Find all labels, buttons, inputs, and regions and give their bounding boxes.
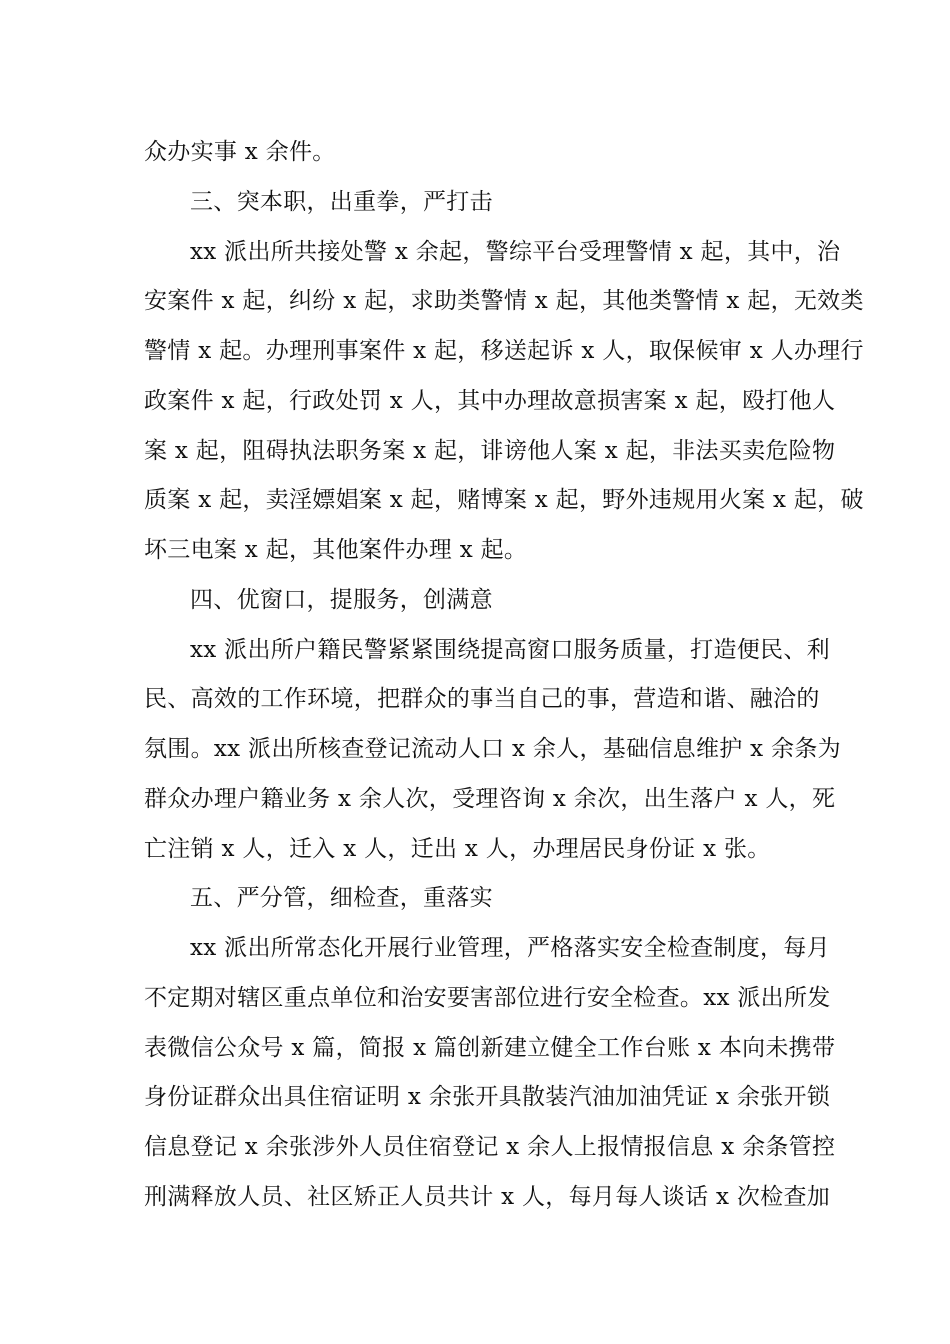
text-line: 亡注销 x 人，迁入 x 人，迁出 x 人，办理居民身份证 x 张。 (144, 835, 771, 862)
section-heading-4: 四、优窗口，提服务，创满意 (190, 586, 493, 613)
text-line: 信息登记 x 余张涉外人员住宿登记 x 余人上报情报信息 x 余条管控 (144, 1134, 836, 1160)
text-line: xx 派出所常态化开展行业管理，严格落实安全检查制度，每月 (190, 935, 830, 961)
text-line: 不定期对辖区重点单位和治安要害部位进行安全检查。xx 派出所发 (144, 984, 831, 1011)
text-line: 众办实事 x 余件。 (144, 139, 336, 165)
section-heading-3: 三、突本职，出重拳，严打击 (190, 188, 493, 215)
text-line: 民、高效的工作环境，把群众的事当自己的事，营造和谐、融洽的 (144, 686, 820, 713)
text-line: xx 派出所共接处警 x 余起，警综平台受理警情 x 起，其中，治 (190, 238, 841, 265)
text-line: 刑满释放人员、社区矫正人员共计 x 人，每月每人谈话 x 次检查加 (144, 1183, 831, 1210)
text-line: 案 x 起，阻碍执法职务案 x 起，诽谤他人案 x 起，非法买卖危险物 (144, 437, 836, 464)
text-line: 表微信公众号 x 篇，简报 x 篇创新建立健全工作台账 x 本向未携带 (144, 1034, 836, 1061)
text-line: 身份证群众出具住宿证明 x 余张开具散装汽油加油凭证 x 余张开锁 (144, 1084, 831, 1111)
text-line: 坏三电案 x 起，其他案件办理 x 起。 (144, 537, 528, 563)
text-line: xx 派出所户籍民警紧紧围绕提高窗口服务质量，打造便民、利 (190, 636, 830, 663)
text-line: 安案件 x 起，纠纷 x 起，求助类警情 x 起，其他类警情 x 起，无效类 (144, 288, 864, 315)
text-line: 氛围。xx 派出所核查登记流动人口 x 余人，基础信息维护 x 余条为 (144, 736, 841, 762)
text-line: 群众办理户籍业务 x 余人次，受理咨询 x 余次，出生落户 x 人，死 (144, 785, 836, 812)
text-line: 政案件 x 起，行政处罚 x 人，其中办理故意损害案 x 起，殴打他人 (144, 387, 836, 414)
section-heading-5: 五、严分管，细检查，重落实 (190, 885, 493, 912)
text-line: 质案 x 起，卖淫嫖娼案 x 起，赌博案 x 起，野外违规用火案 x 起，破 (144, 487, 864, 514)
document-page (144, 128, 864, 1223)
text-line: 警情 x 起。办理刑事案件 x 起，移送起诉 x 人，取保候审 x 人办理行 (144, 338, 864, 364)
